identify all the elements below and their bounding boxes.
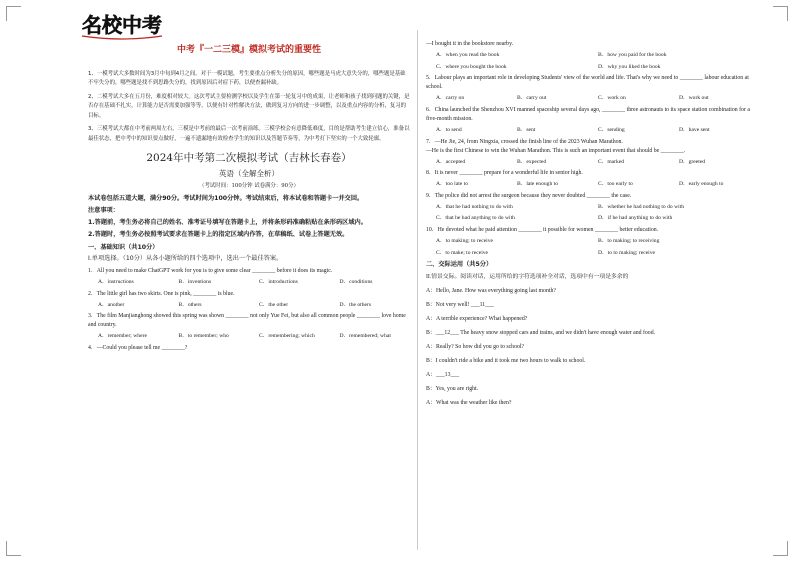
dialogue-line: B：Not very well! ___11___	[426, 301, 494, 308]
question-stem: 2．The little girl has two skirts. One is pink, ________ is blue.	[88, 290, 235, 297]
intro-paragraph: 1、一模考试大多数时间为3月中旬到4月之间。对于一模试题，考生要重点分析失分的原因，哪些题是马虎大意失分的，哪些题是基础不牢失分的，哪些题是找不到思路失分的，找到原因后对症下药，以便查漏补缺。	[88, 70, 406, 87]
exam-meta: （考试时间：100分钟 试卷满分：90分）	[199, 183, 299, 189]
dialogue-line: B：___12___ The heavy snow stopped cars and trains, and we didn't have enough water and food.	[426, 329, 656, 336]
option: D．have sent	[679, 126, 710, 133]
question-options	[426, 180, 750, 189]
notice-title: 注意事项：	[88, 207, 119, 215]
question-stem: 3．The film Manjianghong showed this spring was shown ________ not only Yue Fei, but also all common people ________ love home and country.	[88, 313, 406, 329]
option: C．sending	[598, 126, 625, 133]
option: B．inventions	[178, 278, 212, 285]
banner-title: 中考『一二三模』模拟考试的重要性	[176, 45, 321, 55]
question-options	[426, 158, 750, 167]
option: B．carry out	[517, 95, 547, 102]
question-stem: 1．All you need to make ChatGPT work for you is to give some clear ________ before it does its magic.	[88, 267, 333, 274]
option: B．others	[178, 301, 202, 308]
question-stem: 5．Labour plays an important role in developing Students' view of the world and life. That's why we need to ________ labour education at school.	[426, 75, 749, 91]
right-column	[426, 40, 750, 413]
option: D．remembered; what	[339, 333, 391, 340]
option: D．if he had anything to do with	[598, 215, 673, 222]
question-options	[88, 301, 410, 310]
option: B．how you paid for the book	[598, 51, 667, 58]
option: C．that he had anything to do with	[436, 215, 515, 222]
question-stem: 10．He devoted what he paid attention ________ it possible for women ________ better education.	[426, 227, 659, 234]
dialogue-line: B：Yes, you are right.	[426, 385, 479, 392]
option: D．greeted	[679, 158, 706, 165]
option: D．work out	[679, 95, 709, 102]
question-stem: 6．China launched the Shenzhou XVI manned spaceship several days ago, ________ three astronauts to its space station combination for a five-month mission.	[426, 106, 750, 122]
dialogue-line: B：I couldn't ride a bike and it took me two hours to walk to school.	[426, 357, 586, 364]
section-instruction: I.单项选择。（10分）从各小题所给的四个选项中，选出一个最佳答案。	[88, 255, 283, 263]
dialogue-line: A：___13___	[426, 371, 460, 378]
section-instruction: II.情景交际。阅读对话，运用所给的字符选项补全对话，选项中有一项是多余的	[426, 274, 629, 281]
corner-mark	[6, 6, 21, 21]
intro-paragraph: 2、二模考试大多在五月份，难度相对较大。这次考试主要检测学校以及学生在第一轮复习中的成果，让老师和孩子找到问题的关键，是否存在基础不扎实，计算能力是否需要加强等等，以便有针对性解决方法，做到复习方向的进一步调整，以及重点内容的分析，复习的目标。	[88, 93, 410, 119]
option: A．instructions	[98, 278, 134, 285]
option: C．too early to	[598, 181, 633, 188]
option: D．conditions	[339, 278, 373, 285]
question-stem: 7．—He Jie, 24, from Ningxia, crossed the finish line of the 2023 Wuhan Marathon. —He is the first Chinese to win the Wuhan Marathon. This is such an important event that should be ________.	[426, 138, 686, 154]
option: A．when you read the book	[436, 51, 500, 58]
section-heading: 二、交际运用（共5分）	[426, 261, 493, 269]
option: B．to remember; who	[178, 333, 229, 340]
option: A．remember; where	[98, 333, 147, 340]
question-stem: 8．It is never ________ prepare for a wonderful life in senior high.	[426, 170, 583, 177]
question-options	[88, 278, 410, 287]
option: C．to make; to receive	[436, 249, 489, 256]
question-options	[426, 94, 750, 103]
option: D．the others	[339, 301, 372, 308]
option: A．too late to	[436, 181, 469, 188]
option: C．remembering; which	[259, 333, 315, 340]
corner-mark	[6, 541, 21, 556]
intro-paragraph: 3、三模考试大都在中考前两周左右，三模是中考前的最后一次考前演练。三模学校会有意降低难度，目的是帮助考生建立信心，准备以最佳状态，把中考中的知识要点做好，一遍不遗漏地有效检查学生的知识以及答题节奏等，为中考打下坚实的一个大致轮廓。	[88, 126, 410, 142]
option: A．to making; to receive	[436, 238, 494, 245]
option: B．whether he had nothing to do with	[598, 203, 685, 210]
dialogue-line: A：Hello, Jane. How was everything going last month?	[426, 288, 556, 294]
option: D．to to making; receive	[598, 249, 656, 256]
notice-item: 2.答题时，考生务必按照考试要求在答题卡上的指定区域内作答，在草稿纸、试卷上答题无效。	[88, 230, 349, 238]
dialogue-line: A：Really? So how did you go to school?	[426, 343, 525, 350]
question-stem-continued: —I bought it in the bookstore nearby.	[426, 41, 514, 47]
option: B．late enough to	[517, 181, 559, 188]
option: C．work on	[598, 95, 626, 102]
option: B．expected	[517, 158, 547, 165]
exam-subtitle: 英语（全解全析）	[219, 169, 279, 179]
exam-title: 2024年中考第二次模拟考试（吉林长春卷）	[146, 152, 352, 165]
option: B．to making; to receiving	[598, 238, 660, 245]
question-options	[426, 51, 750, 71]
dialogue-line: A：What was the weather like then?	[426, 399, 512, 406]
corner-mark	[773, 6, 788, 21]
school-logo	[76, 8, 168, 42]
question-options	[88, 332, 410, 341]
dialogue-line: A：A terrible experience? What happened?	[426, 315, 528, 322]
question-options	[426, 203, 750, 223]
option: C．where you bought the book	[436, 63, 507, 70]
exam-description: 本试卷包括五道大题，满分90分。考试时间为100分钟。考试结束后，将本试卷和答题卡一并交回。	[88, 195, 364, 203]
option: C．introductions	[259, 278, 298, 285]
corner-mark	[773, 541, 788, 556]
question-stem: 4．—Could you please tell me ________?	[88, 344, 188, 351]
option: C．marked	[598, 158, 625, 165]
option: A．to send	[436, 126, 462, 133]
option: D．early enough to	[679, 181, 724, 188]
column-divider	[417, 30, 418, 550]
question-stem: 9．The police did not arrest the surgeon because they never doubted ________ the case.	[426, 192, 632, 199]
option: A．accepted	[436, 158, 466, 165]
svg-text:名校中考: 名校中考	[82, 13, 162, 37]
option: A．that he had nothing to do with	[436, 203, 513, 210]
option: A．carry on	[436, 95, 465, 102]
left-column	[88, 44, 410, 354]
section-heading: 一、基础知识（共10分）	[88, 243, 159, 251]
question-options	[426, 237, 750, 257]
question-options	[426, 126, 750, 135]
option: C．the other	[259, 301, 289, 308]
option: A．another	[98, 301, 125, 308]
option: D．why you liked the book	[598, 63, 661, 70]
option: B．sent	[517, 126, 536, 133]
notice-item: 1.答题前，考生务必将自己的姓名、准考证号填写在答题卡上，并将条形码准确粘贴在条形码区域内。	[88, 219, 367, 227]
